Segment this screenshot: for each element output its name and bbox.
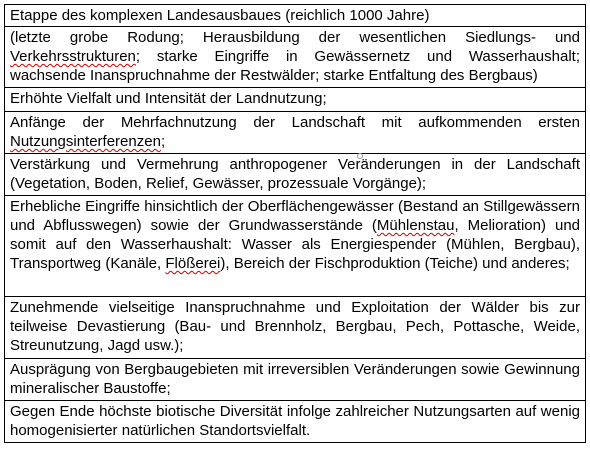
table-row bbox=[5, 27, 585, 88]
row-text: Ausprägung von Bergbaugebieten mit irreversiblen Veränderungen sowie Gewinnung mineralischer Baustoffe; bbox=[10, 361, 580, 397]
table-title: Etappe des komplexen Landesausbaues (reichlich 1000 Jahre) bbox=[5, 5, 585, 27]
cursor-marker bbox=[357, 153, 363, 159]
row-text: ; bbox=[160, 133, 166, 150]
table-row bbox=[5, 297, 585, 359]
spellcheck-word: Mühlenstau bbox=[376, 217, 455, 234]
row-text: ; starke Eingriffe in Gewässernetz und Wasserhaushalt; wachsende Inanspruchnahme der Restwälder; starke Entfaltung des Bergbaus) bbox=[10, 48, 580, 84]
table-row bbox=[5, 88, 585, 112]
table-row bbox=[5, 196, 585, 297]
spellcheck-word: Flößerei bbox=[165, 255, 221, 272]
row-text: Erhöhte Vielfalt und Intensität der Landnutzung; bbox=[10, 90, 327, 107]
row-text: Verstärkung und Vermehrung anthropogener Veränderungen in der Landschaft (Vegetation, Boden, Relief, Gewässer, prozessuale Vorgänge); bbox=[10, 156, 580, 192]
spellcheck-word: Nutzungsinterferenzen bbox=[10, 133, 161, 150]
stage-table bbox=[4, 4, 586, 443]
row-text: , Melioration) und somit auf den Wasserhaushalt: Wasser als Energiespender (Mühlen, Bergbau), Transportweg (Kanäle, bbox=[10, 217, 580, 272]
table-row bbox=[5, 154, 585, 196]
row-text: Erhebliche Eingriffe hinsichtlich der Oberflächengewässer (Bestand an Stillgewässern und Abflusswegen) sowie der Grundwasserstände ( bbox=[10, 198, 580, 234]
table-row bbox=[5, 401, 585, 443]
row-text: (letzte grobe Rodung; Herausbildung der wesentlichen Siedlungs- und bbox=[10, 29, 580, 46]
spellcheck-word: Verkehrsstrukturen bbox=[10, 48, 136, 65]
table-row bbox=[5, 112, 585, 154]
row-text: Gegen Ende höchste biotische Diversität infolge zahlreicher Nutzungsarten auf wenig homogenisierter natürlichen Standortsvielfalt. bbox=[10, 403, 580, 439]
row-text: Zunehmende vielseitige Inanspruchnahme und Exploitation der Wälder bis zur teilweise Devastierung (Bau- und Brennholz, Bergbau, Pech, Pottasche, Weide, Streunutzung, Jagd usw.); bbox=[10, 299, 580, 354]
row-text: Anfänge der Mehrfachnutzung der Landschaft mit aufkommenden ersten bbox=[10, 114, 580, 131]
row-text: ), Bereich der Fischproduktion (Teiche) und anderes; bbox=[220, 255, 570, 272]
table-row bbox=[5, 359, 585, 401]
